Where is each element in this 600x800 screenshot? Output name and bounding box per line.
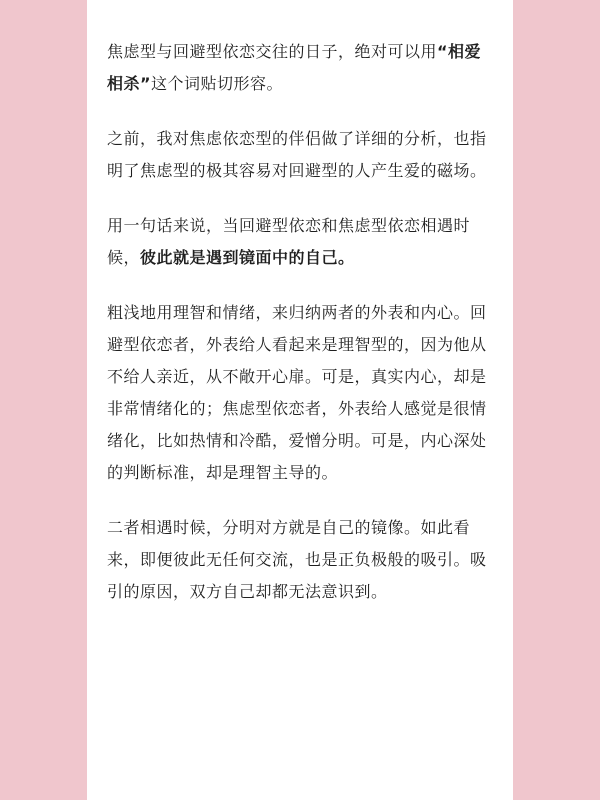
paragraph-5 — [107, 512, 493, 608]
paragraph-1-text-b: 这个词贴切形容。 — [151, 74, 284, 93]
paragraph-2-text: 之前，我对焦虑依恋型的伴侣做了详细的分析，也指明了焦虑型的极其容易对回避型的人产生爱的磁场。 — [107, 129, 487, 180]
paragraph-4 — [107, 297, 493, 489]
paragraph-1-text-a: 焦虑型与回避型依恋交往的日子，绝对可以用 — [107, 42, 438, 61]
paragraph-3 — [107, 210, 493, 274]
paragraph-2 — [107, 123, 493, 187]
paragraph-1-emphasis: “相爱相杀” — [107, 42, 482, 93]
paragraph-4-text: 粗浅地用理智和情绪，来归纳两者的外表和内心。回避型依恋者，外表给人看起来是理智型的，因为他从不给人亲近，从不敞开心扉。可是，真实内心，却是非常情绪化的；焦虑型依恋者，外表给人感觉是很情绪化，比如热情和冷酷，爱憎分明。可是，内心深处的判断标准，却是理智主导的。 — [107, 303, 487, 482]
document-page — [87, 0, 513, 800]
paragraph-3-text: 用一句话来说，当回避型依恋和焦虑型依恋相遇时候， — [107, 216, 471, 267]
paragraph-1 — [107, 36, 493, 100]
paragraph-5-text: 二者相遇时候，分明对方就是自己的镜像。如此看来，即便彼此无任何交流，也是正负极般的吸引。吸引的原因，双方自己却都无法意识到。 — [107, 518, 487, 601]
paragraph-3-emphasis: 彼此就是遇到镜面中的自己。 — [140, 248, 355, 267]
